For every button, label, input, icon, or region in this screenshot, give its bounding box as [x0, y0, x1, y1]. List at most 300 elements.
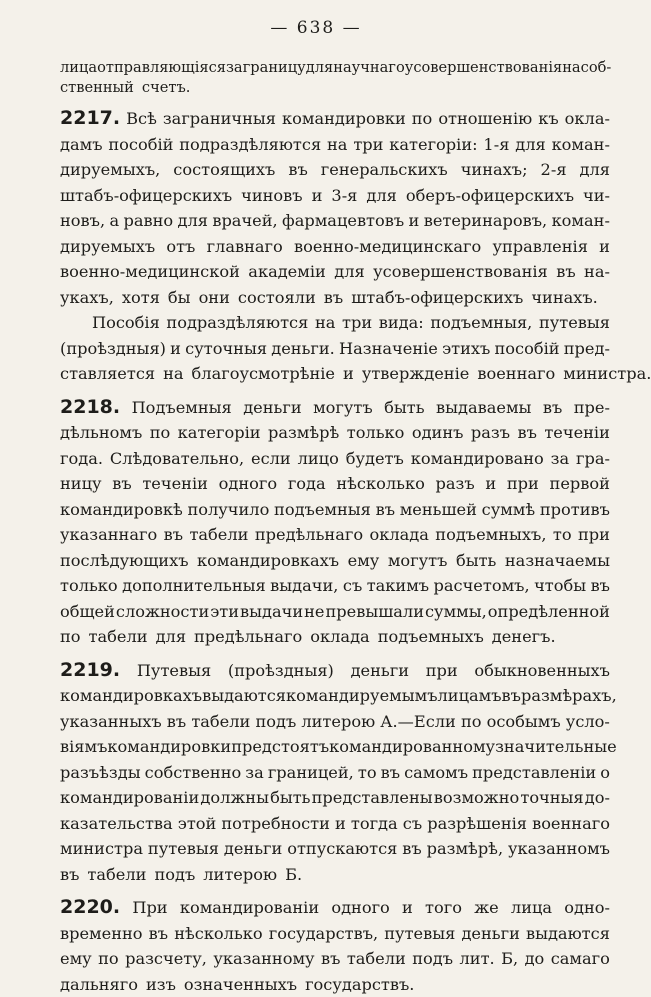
- word: и: [312, 183, 323, 209]
- word: временно: [60, 921, 143, 947]
- word: отношенію: [438, 106, 532, 132]
- word: и: [170, 336, 181, 362]
- article-gap: [60, 98, 610, 106]
- word: министра.: [563, 361, 651, 387]
- word: военнаго: [477, 361, 555, 387]
- article-line: [60, 446, 610, 472]
- word: послѣдующихъ: [60, 548, 189, 574]
- word: ственный: [60, 78, 134, 98]
- word: разъѣзды: [60, 760, 141, 786]
- word: для: [515, 132, 545, 158]
- word: А.—Если: [380, 709, 456, 735]
- word: усовершенствованія: [405, 58, 562, 78]
- word: собственно: [145, 760, 242, 786]
- word: въ: [164, 522, 183, 548]
- word: министра: [60, 836, 143, 862]
- word: управленія: [492, 234, 587, 260]
- word: самаго: [551, 946, 610, 972]
- word: Б,: [501, 946, 518, 972]
- word: табели: [191, 709, 250, 735]
- article-number: 2219.: [60, 658, 120, 684]
- word: ницу: [60, 471, 102, 497]
- word: и: [409, 208, 420, 234]
- word: теченіи: [142, 471, 208, 497]
- word: указанномъ: [508, 836, 610, 862]
- article-line: [60, 106, 610, 132]
- word: путевыя: [148, 836, 219, 862]
- word: ему: [348, 548, 380, 574]
- word: дируемыхъ: [60, 234, 155, 260]
- word: о: [600, 760, 610, 786]
- word: разсчету,: [125, 946, 207, 972]
- word: денегъ.: [492, 624, 556, 650]
- word: въ: [321, 946, 340, 972]
- article-line: [60, 471, 610, 497]
- word: командируемымъ: [286, 683, 437, 709]
- article-line: [60, 785, 610, 811]
- article-line: [60, 548, 610, 574]
- word: получило: [187, 497, 269, 523]
- word: для: [156, 624, 186, 650]
- page-number: — 638 —: [0, 18, 632, 38]
- word: въ: [402, 836, 421, 862]
- word: означенныхъ: [184, 972, 297, 997]
- article-line: [60, 836, 610, 862]
- word: и: [485, 471, 496, 497]
- article-number: 2217.: [60, 106, 120, 132]
- word: быть: [456, 548, 496, 574]
- word: суммы,: [425, 599, 487, 625]
- article-line: [60, 361, 610, 387]
- article-line: [60, 310, 610, 336]
- article-line: [60, 734, 610, 760]
- article-line: [60, 760, 610, 786]
- word: пособій: [495, 336, 560, 362]
- word: нѣсколько: [336, 471, 424, 497]
- article-gap: [60, 650, 610, 658]
- word: нѣсколько: [174, 921, 262, 947]
- article-line: [60, 183, 610, 209]
- word: ставляется: [60, 361, 155, 387]
- word: дируемыхъ,: [60, 157, 160, 183]
- word: состояли: [238, 285, 316, 311]
- word: бы: [168, 285, 191, 311]
- word: противъ: [540, 497, 610, 523]
- article-line: [60, 946, 610, 972]
- word: по: [412, 106, 433, 132]
- word: віямъ: [60, 734, 107, 760]
- word: состоящихъ: [173, 157, 275, 183]
- word: границу: [243, 58, 306, 78]
- word: особымъ: [487, 709, 561, 735]
- word: При: [132, 895, 167, 921]
- word: на: [327, 132, 347, 158]
- word: деньги: [351, 658, 409, 684]
- page-text: [60, 58, 610, 997]
- word: разъ: [471, 420, 510, 446]
- word: усло-: [566, 709, 610, 735]
- word: до-: [585, 785, 610, 811]
- word: командировано: [411, 446, 544, 472]
- word: одного: [331, 895, 389, 921]
- word: главнаго: [207, 234, 283, 260]
- word: выдаваемы: [436, 395, 531, 421]
- word: пособій: [108, 132, 173, 158]
- word: при: [578, 522, 610, 548]
- word: табели: [89, 624, 148, 650]
- word: лица: [511, 895, 552, 921]
- word: общей: [60, 599, 115, 625]
- word: чи-: [583, 183, 610, 209]
- word: сложности: [116, 599, 209, 625]
- article-line: [60, 709, 610, 735]
- word: командированіи: [180, 895, 319, 921]
- word: пре-: [574, 395, 610, 421]
- article-line: [60, 862, 610, 888]
- word: для: [306, 58, 333, 78]
- word: лицо: [298, 446, 339, 472]
- word: отпускаются: [287, 836, 397, 862]
- word: пред-: [564, 336, 610, 362]
- word: деньги.: [271, 336, 335, 362]
- article-number: 2220.: [60, 895, 120, 921]
- continuation-line: [60, 58, 610, 78]
- word: подъемныя: [274, 497, 371, 523]
- word: суточныя: [185, 336, 267, 362]
- word: если: [251, 446, 291, 472]
- article-line: [60, 972, 610, 997]
- article-line: [60, 683, 610, 709]
- word: и: [335, 811, 346, 837]
- word: командировкахъ: [60, 683, 202, 709]
- word: года.: [60, 446, 103, 472]
- word: табели: [189, 522, 248, 548]
- word: коман-: [552, 132, 610, 158]
- word: три: [342, 310, 372, 336]
- word: эти: [210, 599, 239, 625]
- word: разъ: [436, 471, 475, 497]
- word: оклада: [310, 624, 369, 650]
- word: выдаются: [202, 683, 286, 709]
- word: на-: [584, 259, 610, 285]
- word: подъемныхъ: [378, 624, 484, 650]
- word: предстоятъ: [231, 734, 329, 760]
- word: казательства: [60, 811, 173, 837]
- word: категоріи:: [389, 132, 477, 158]
- word: Б.: [285, 862, 302, 888]
- word: чинахъ.: [531, 285, 598, 311]
- word: разрѣшенія: [427, 811, 527, 837]
- word: въ: [543, 395, 562, 421]
- word: табели: [347, 946, 406, 972]
- word: военно-медицинской: [60, 259, 240, 285]
- continuation-line: [60, 78, 610, 98]
- word: будетъ: [346, 446, 404, 472]
- word: на: [163, 361, 183, 387]
- article-line: [60, 420, 610, 446]
- word: генеральскихъ: [321, 157, 448, 183]
- word: категоріи: [178, 420, 261, 446]
- word: лицамъ: [438, 683, 502, 709]
- article-line: [60, 522, 610, 548]
- word: къ: [538, 106, 558, 132]
- article-line: [60, 573, 610, 599]
- word: Назначеніе: [339, 336, 438, 362]
- word: командированному: [329, 734, 495, 760]
- word: командировкахъ: [197, 548, 339, 574]
- word: по: [98, 946, 119, 972]
- word: чтобы: [534, 573, 586, 599]
- word: выдаются: [526, 921, 610, 947]
- word: расчетомъ,: [434, 573, 530, 599]
- word: государствъ,: [269, 921, 378, 947]
- word: при: [507, 471, 539, 497]
- word: командировкѣ: [60, 497, 183, 523]
- word: для: [178, 208, 208, 234]
- word: ему: [60, 946, 92, 972]
- word: предѣльнаго: [255, 522, 363, 548]
- article-line: [60, 658, 610, 684]
- word: Пособія: [60, 310, 160, 336]
- article-line: [60, 497, 610, 523]
- word: не: [304, 599, 324, 625]
- word: на: [315, 310, 335, 336]
- word: съ: [403, 811, 422, 837]
- word: дополнительныя: [122, 573, 266, 599]
- word: за: [245, 760, 263, 786]
- word: самомъ: [404, 760, 468, 786]
- word: деньги: [224, 836, 282, 862]
- word: теченіи: [544, 420, 610, 446]
- word: выдачи,: [270, 573, 338, 599]
- word: то: [553, 522, 572, 548]
- word: въ: [149, 921, 168, 947]
- word: одно-: [564, 895, 610, 921]
- word: научнаго: [333, 58, 405, 78]
- word: представленіи: [472, 760, 596, 786]
- word: фармацевтовъ: [282, 208, 404, 234]
- word: отъ: [166, 234, 195, 260]
- word: въ: [60, 862, 79, 888]
- word: возможно: [434, 785, 519, 811]
- word: Путевыя: [137, 658, 211, 684]
- word: одного: [219, 471, 277, 497]
- word: на: [562, 58, 580, 78]
- word: и: [343, 361, 354, 387]
- word: военнаго: [532, 811, 610, 837]
- word: въ: [591, 573, 610, 599]
- word: и: [599, 234, 610, 260]
- word: врачей,: [212, 208, 277, 234]
- word: подъемныя,: [430, 310, 532, 336]
- word: 2-я: [541, 157, 567, 183]
- word: въ: [324, 285, 343, 311]
- word: въ: [112, 471, 131, 497]
- word: ветеринаровъ,: [424, 208, 548, 234]
- word: того: [425, 895, 462, 921]
- word: подъ: [154, 862, 195, 888]
- word: представлены: [312, 785, 433, 811]
- word: этой: [178, 811, 217, 837]
- word: счетъ.: [142, 78, 190, 98]
- word: съ: [343, 573, 362, 599]
- word: такимъ: [367, 573, 429, 599]
- article-line: [60, 811, 610, 837]
- word: назначаемы: [505, 548, 610, 574]
- word: укахъ,: [60, 285, 114, 311]
- word: тогда: [351, 811, 398, 837]
- article-line: [60, 336, 610, 362]
- word: вида:: [379, 310, 424, 336]
- word: военно-медицинскаго: [294, 234, 481, 260]
- word: этихъ: [442, 336, 490, 362]
- word: выдачи: [240, 599, 303, 625]
- word: для: [334, 259, 364, 285]
- word: Слѣдовательно,: [110, 446, 244, 472]
- article-line: [60, 259, 610, 285]
- article-gap: [60, 387, 610, 395]
- word: хотя: [122, 285, 160, 311]
- word: быть: [270, 785, 310, 811]
- word: новъ,: [60, 208, 105, 234]
- word: а: [109, 208, 119, 234]
- article-line: [60, 285, 610, 311]
- word: одинъ: [412, 420, 464, 446]
- word: усовершенствованія: [373, 259, 548, 285]
- word: потребности: [221, 811, 330, 837]
- word: лица: [60, 58, 97, 78]
- word: три: [353, 132, 383, 158]
- article-line: [60, 395, 610, 421]
- word: и: [402, 895, 413, 921]
- word: границей,: [268, 760, 354, 786]
- word: утвержденіе: [362, 361, 470, 387]
- word: деньги: [461, 921, 519, 947]
- word: окла-: [565, 106, 610, 132]
- word: должны: [200, 785, 269, 811]
- word: могутъ: [388, 548, 448, 574]
- article-line: [60, 599, 610, 625]
- word: (проѣздныя): [228, 658, 334, 684]
- word: превышали: [325, 599, 424, 625]
- word: по: [461, 709, 482, 735]
- word: (проѣздныя): [60, 336, 166, 362]
- word: въ: [517, 420, 536, 446]
- word: только: [347, 420, 405, 446]
- article-line: [60, 624, 610, 650]
- word: въ: [556, 259, 575, 285]
- word: гра-: [576, 446, 610, 472]
- word: подраздѣляются: [166, 310, 308, 336]
- word: за: [226, 58, 243, 78]
- article-number: 2218.: [60, 395, 120, 421]
- word: деньги: [243, 395, 301, 421]
- word: командировки: [107, 734, 231, 760]
- word: государствъ.: [305, 972, 414, 997]
- word: указанному: [213, 946, 314, 972]
- word: первой: [550, 471, 610, 497]
- word: до: [525, 946, 545, 972]
- word: путевыя: [384, 921, 455, 947]
- article-line: [60, 157, 610, 183]
- article-line: [60, 921, 610, 947]
- word: въ: [167, 709, 186, 735]
- word: только: [60, 573, 118, 599]
- word: литерою: [301, 709, 375, 735]
- word: размѣрѣ: [268, 420, 339, 446]
- article-line: [60, 234, 610, 260]
- word: для: [580, 157, 610, 183]
- word: изъ: [146, 972, 176, 997]
- word: значительные: [495, 734, 617, 760]
- article-line: [60, 895, 610, 921]
- word: при: [426, 658, 458, 684]
- word: указаннаго: [60, 522, 157, 548]
- word: точныя: [520, 785, 583, 811]
- word: въ: [381, 760, 400, 786]
- word: въ: [288, 157, 307, 183]
- word: подраздѣляются: [179, 132, 321, 158]
- word: суммѣ: [482, 497, 536, 523]
- word: дальняго: [60, 972, 138, 997]
- word: командированіи: [60, 785, 199, 811]
- word: отправляющіяся: [97, 58, 226, 78]
- word: Подъемныя: [132, 395, 232, 421]
- word: дѣльномъ: [60, 420, 142, 446]
- word: Всѣ: [126, 106, 157, 132]
- word: чинахъ;: [461, 157, 528, 183]
- word: чиновъ: [241, 183, 302, 209]
- word: предѣльнаго: [194, 624, 302, 650]
- word: могутъ: [313, 395, 373, 421]
- word: командировки: [282, 106, 406, 132]
- word: размѣрѣ,: [427, 836, 503, 862]
- word: академіи: [248, 259, 326, 285]
- word: штабъ-офицерскихъ: [351, 285, 523, 311]
- word: заграничныя: [163, 106, 276, 132]
- word: по: [60, 624, 81, 650]
- word: обыкновенныхъ: [474, 658, 610, 684]
- word: за: [551, 446, 569, 472]
- word: оберъ-офицерскихъ: [406, 183, 574, 209]
- article-line: [60, 208, 610, 234]
- word: штабъ-офицерскихъ: [60, 183, 232, 209]
- article-line: [60, 132, 610, 158]
- word: они: [199, 285, 230, 311]
- word: 3-я: [331, 183, 357, 209]
- word: дамъ: [60, 132, 103, 158]
- word: подъ: [412, 946, 453, 972]
- word: по: [150, 420, 171, 446]
- word: путевыя: [539, 310, 610, 336]
- word: благоусмотрѣніе: [192, 361, 335, 387]
- word: то: [358, 760, 377, 786]
- word: равно: [123, 208, 173, 234]
- word: меньшей: [400, 497, 477, 523]
- word: въ: [502, 683, 521, 709]
- word: подъ: [255, 709, 296, 735]
- word: года: [288, 471, 326, 497]
- word: оклада: [369, 522, 428, 548]
- word: для: [366, 183, 396, 209]
- word: же: [474, 895, 498, 921]
- word: коман-: [552, 208, 610, 234]
- word: литерою: [203, 862, 277, 888]
- article-gap: [60, 887, 610, 895]
- word: табели: [87, 862, 146, 888]
- word: указанныхъ: [60, 709, 162, 735]
- word: опредѣленной: [488, 599, 610, 625]
